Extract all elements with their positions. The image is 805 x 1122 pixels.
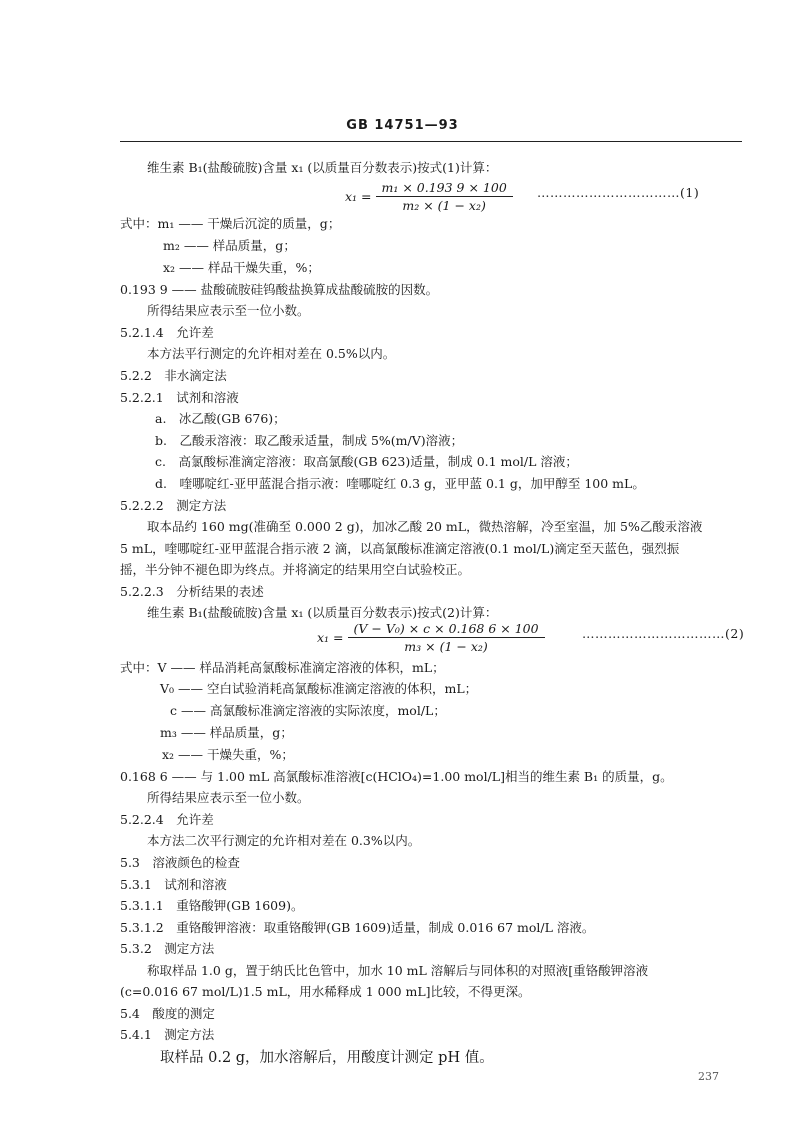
section-5-2-2-4: 5.2.2.4 允许差 xyxy=(120,812,214,827)
section-5-3-1-2: 5.3.1.2 重铬酸钾溶液：取重铬酸钾(GB 1609)适量，制成 0.016 67 mol/L 溶液。 xyxy=(120,920,595,935)
formula2-fraction xyxy=(348,621,545,654)
where-V: 式中：V —— 样品消耗高氯酸标准滴定溶液的体积，mL； xyxy=(120,660,445,675)
where-m1: 式中：m₁ —— 干燥后沉淀的质量，g； xyxy=(120,216,341,231)
formula2-lhs: x₁ = xyxy=(317,630,344,645)
section-5-4: 5.4 酸度的测定 xyxy=(120,1006,215,1021)
procedure-line-2: 5 mL，喹哪啶红-亚甲蓝混合指示液 2 滴，以高氯酸标准滴定溶液(0.1 mol/L)滴定至天蓝色，强烈振 xyxy=(120,541,680,556)
rounding-note-2: 所得结果应表示至一位小数。 xyxy=(147,790,310,805)
section-5-2-1-4: 5.2.1.4 允许差 xyxy=(120,325,214,340)
where-c: c —— 高氯酸标准滴定溶液的实际浓度，mol/L； xyxy=(170,703,446,718)
formula2-number: ……………………………(2) xyxy=(582,626,745,641)
where-m3: m₃ —— 样品质量，g； xyxy=(160,725,293,740)
reagent-d: d. 喹哪啶红-亚甲蓝混合指示液：喹哪啶红 0.3 g，亚甲蓝 0.1 g，加甲醇至 100 mL。 xyxy=(155,476,645,491)
reagent-c: c. 高氯酸标准滴定溶液：取高氯酸(GB 623)适量，制成 0.1 mol/L 溶液； xyxy=(155,454,578,469)
where-V0: V₀ —— 空白试验消耗高氯酸标准滴定溶液的体积，mL； xyxy=(160,681,478,696)
header-rule xyxy=(120,141,742,142)
where-x2-2: x₂ —— 干燥失重，%； xyxy=(162,747,294,762)
section-5-4-1: 5.4.1 测定方法 xyxy=(120,1027,215,1042)
color-test-line-2: (c=0.016 67 mol/L)1.5 mL，用水稀释成 1 000 mL]比较，不得更深。 xyxy=(120,984,531,999)
section-5-3-1-1: 5.3.1.1 重铬酸钾(GB 1609)。 xyxy=(120,898,304,913)
formula-2 xyxy=(317,621,545,654)
formula1-intro: 维生素 B₁(盐酸硫胺)含量 x₁ (以质量百分数表示)按式(1)计算： xyxy=(147,160,498,175)
where-x2: x₂ —— 样品干燥失重，%； xyxy=(163,260,320,275)
section-5-3-1: 5.3.1 试剂和溶液 xyxy=(120,877,227,892)
formula-1 xyxy=(345,180,513,213)
formula1-number: ……………………………(1) xyxy=(537,185,700,200)
formula2-numerator: (V − V₀) × c × 0.168 6 × 100 xyxy=(348,621,545,638)
section-5-2-2: 5.2.2 非水滴定法 xyxy=(120,368,227,383)
where-m2: m₂ —— 样品质量，g； xyxy=(163,238,296,253)
formula1-lhs: x₁ = xyxy=(345,189,372,204)
where-factor: 0.193 9 —— 盐酸硫胺硅钨酸盐换算成盐酸硫胺的因数。 xyxy=(120,282,439,297)
page-number: 237 xyxy=(698,1070,719,1083)
paragraph-5-2-1-4: 本方法平行测定的允许相对差在 0.5%以内。 xyxy=(147,346,396,361)
formula1-fraction xyxy=(376,180,513,213)
section-5-2-2-3: 5.2.2.3 分析结果的表述 xyxy=(120,584,264,599)
where-factor-2: 0.168 6 —— 与 1.00 mL 高氯酸标准溶液[c(HClO₄)=1.00 mol/L]相当的维生素 B₁ 的质量，g。 xyxy=(120,769,673,784)
reagent-a: a. 冰乙酸(GB 676)； xyxy=(155,411,286,426)
acidity-procedure: 取样品 0.2 g，加水溶解后，用酸度计测定 pH 值。 xyxy=(160,1050,494,1066)
procedure-line-3: 摇，半分钟不褪色即为终点。并将滴定的结果用空白试验校正。 xyxy=(120,562,471,577)
color-test-line-1: 称取样品 1.0 g，置于纳氏比色管中，加水 10 mL 溶解后与同体积的对照液[重铬酸钾溶液 xyxy=(147,963,649,978)
formula1-denominator: m₂ × (1 − x₂) xyxy=(402,198,486,213)
section-5-2-2-2: 5.2.2.2 测定方法 xyxy=(120,498,227,513)
rounding-note-1: 所得结果应表示至一位小数。 xyxy=(147,303,310,318)
standard-number-header: GB 14751—93 xyxy=(346,118,459,133)
section-5-2-2-1: 5.2.2.1 试剂和溶液 xyxy=(120,390,239,405)
section-5-3-2: 5.3.2 测定方法 xyxy=(120,941,215,956)
formula2-denominator: m₃ × (1 − x₂) xyxy=(404,639,488,654)
formula2-intro: 维生素 B₁(盐酸硫胺)含量 x₁ (以质量百分数表示)按式(2)计算： xyxy=(147,605,498,620)
formula1-numerator: m₁ × 0.193 9 × 100 xyxy=(376,180,513,197)
reagent-b: b. 乙酸汞溶液：取乙酸汞适量，制成 5%(m/V)溶液； xyxy=(155,433,464,448)
section-5-3: 5.3 溶液颜色的检查 xyxy=(120,855,240,870)
procedure-line-1: 取本品约 160 mg(准确至 0.000 2 g)，加冰乙酸 20 mL，微热溶解，冷至室温，加 5%乙酸汞溶液 xyxy=(147,519,703,534)
paragraph-5-2-2-4: 本方法二次平行测定的允许相对差在 0.3%以内。 xyxy=(147,833,421,848)
